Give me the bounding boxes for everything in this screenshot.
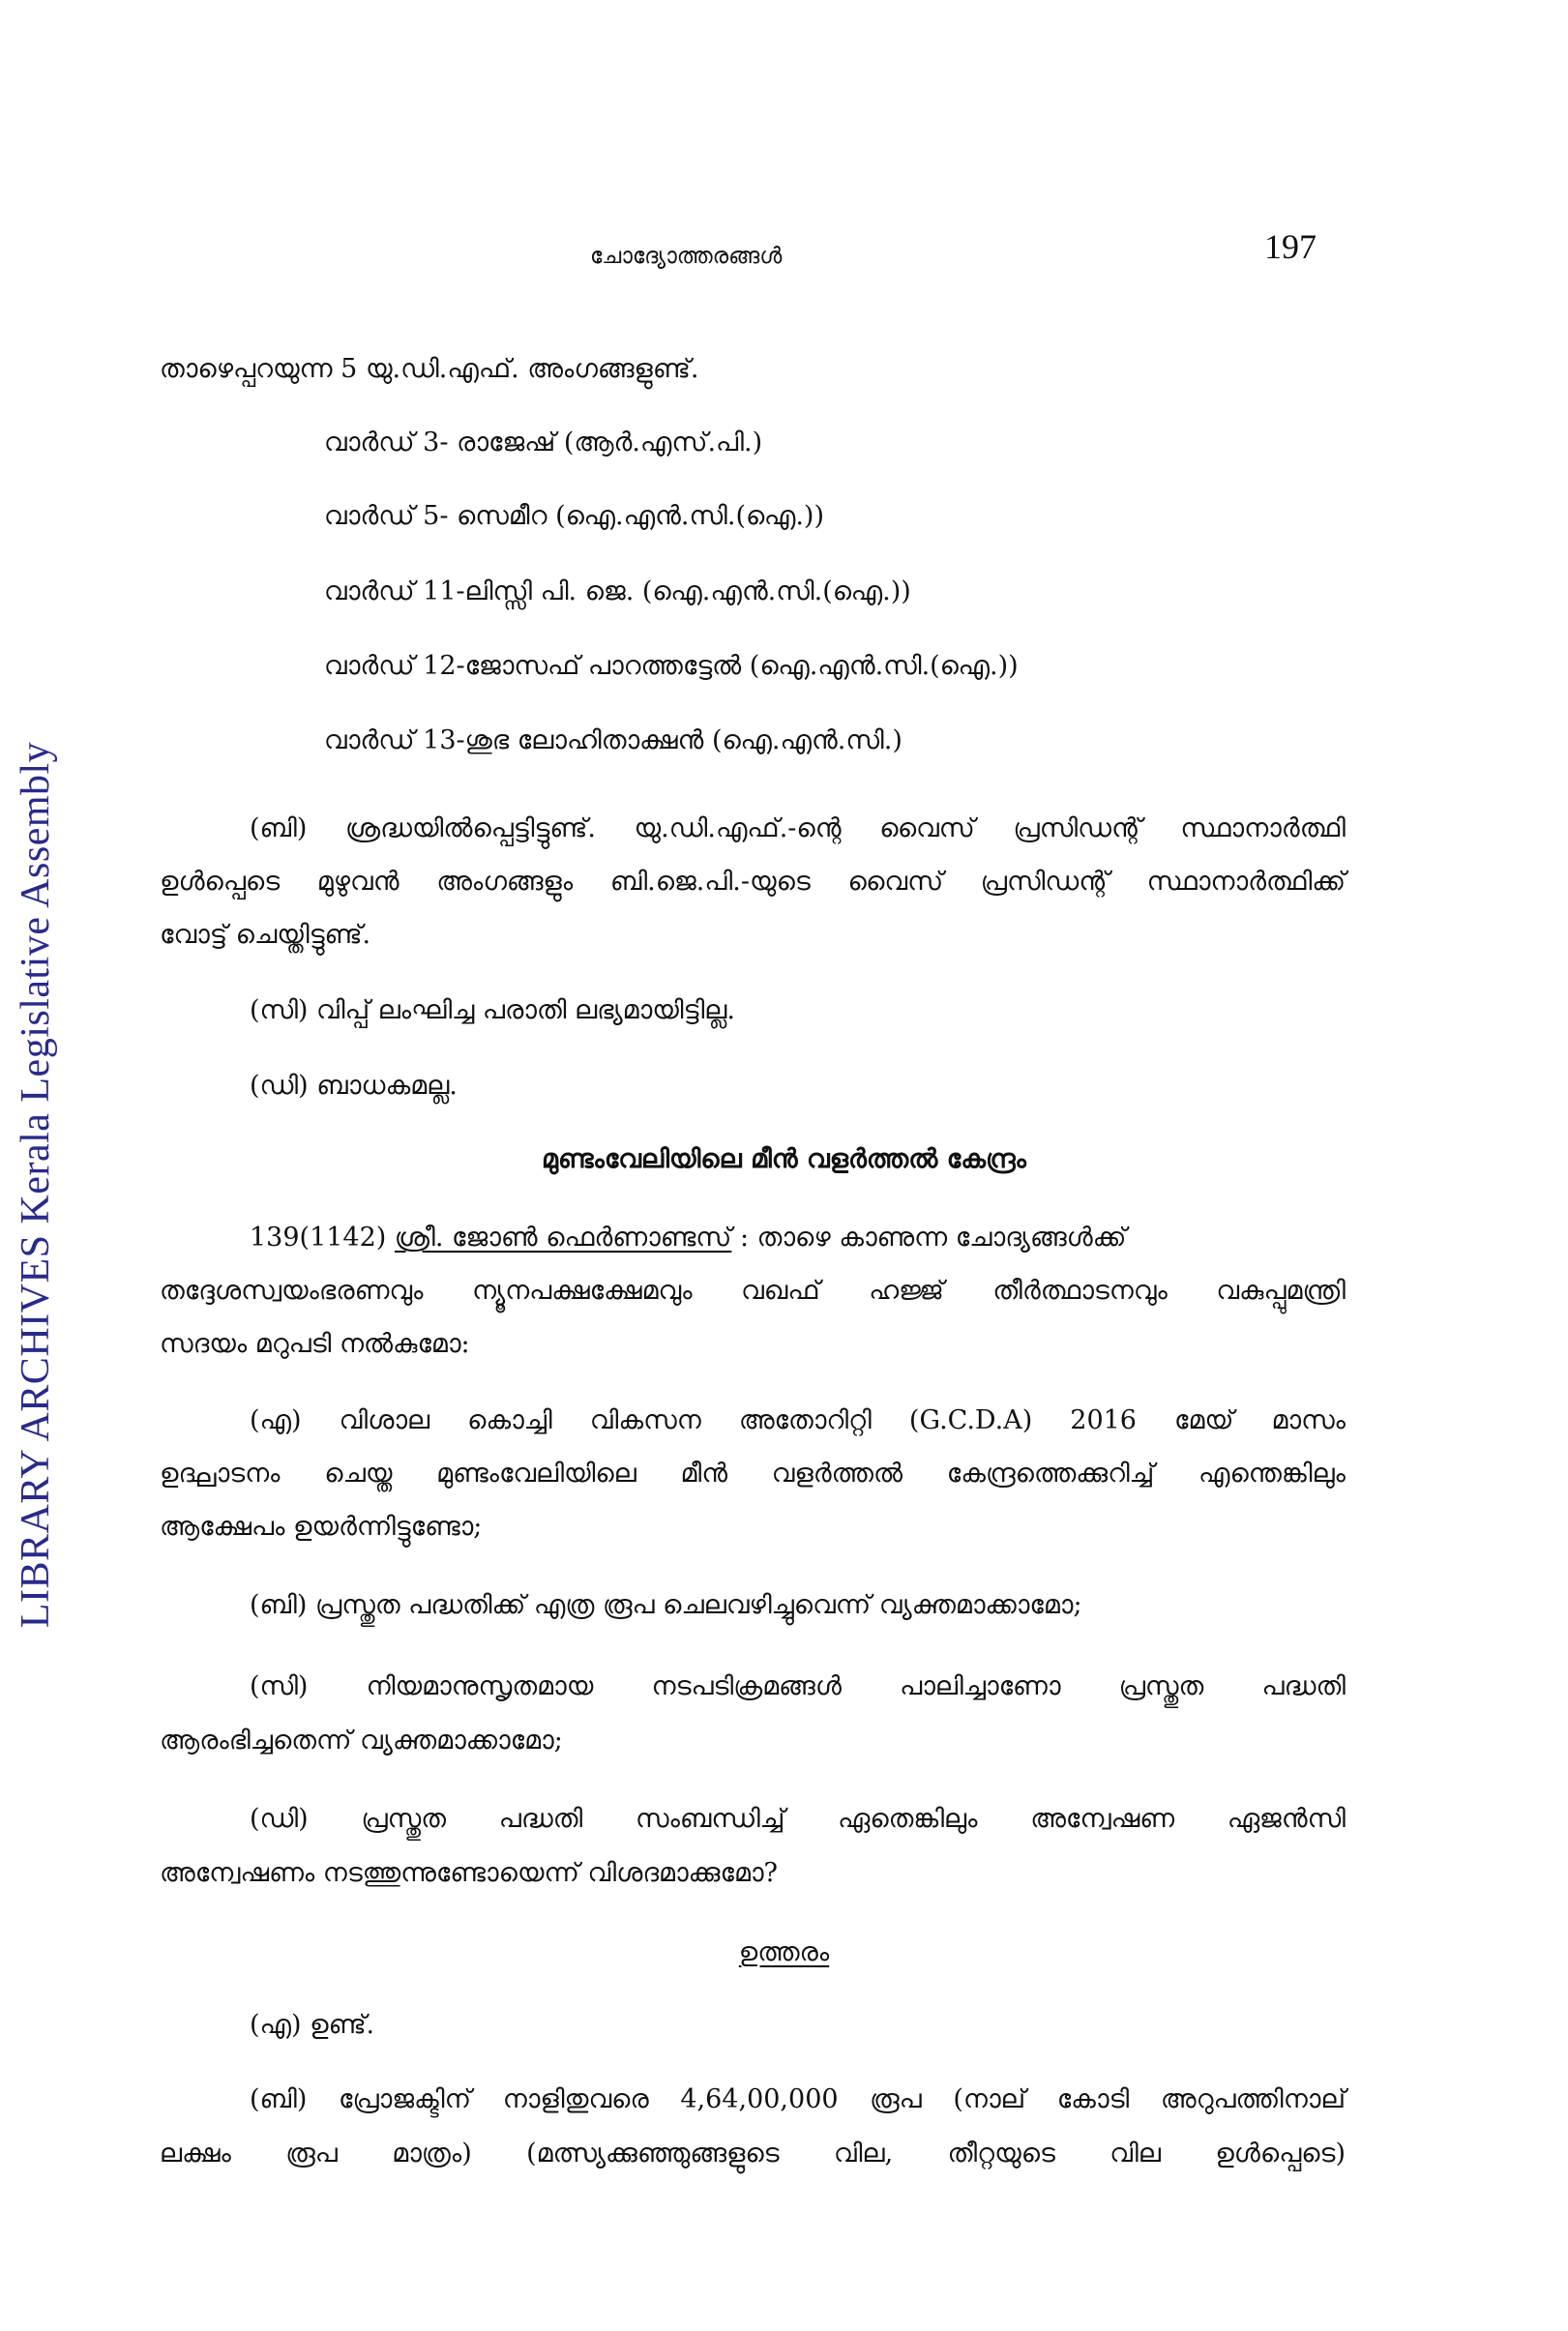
question-intro-line: തദ്ദേശസ്വയംഭരണവും ന്യൂനപക്ഷക്ഷേമവും വഖഫ് ഹജ്ജ് തീർത്ഥാടനവും വകുപ്പുമന്ത്രി (160, 1276, 1346, 1306)
question-d-line: (ഡി) പ്രസ്തുത പദ്ധതി സംബന്ധിച്ച് ഏതെങ്കിലും അന്വേഷണ ഏജൻസി (250, 1804, 1346, 1834)
question-number: 139(1142) (250, 1223, 387, 1253)
section-heading: മുണ്ടംവേലിയിലെ മീൻ വളർത്തൽ കേന്ദ്രം (542, 1144, 1026, 1174)
intro-text: താഴെപ്പറയുന്ന 5 യു.ഡി.എഫ്. അംഗങ്ങളുണ്ട്. (160, 354, 699, 384)
member-line: വാർഡ് 5- സെമീറ (ഐ.എൻ.സി.(ഐ.)) (324, 501, 824, 531)
question-c-line: ആരംഭിച്ചതെന്ന് വ്യക്തമാക്കാമോ; (160, 1726, 563, 1756)
question-b: (ബി) പ്രസ്തുത പദ്ധതിക്ക് എത്ര രൂപ ചെലവഴിച്ചുവെന്ന് വ്യക്തമാക്കാമോ; (250, 1590, 1082, 1620)
question-a-line: ആക്ഷേപം ഉയർന്നിട്ടുണ്ടോ; (160, 1512, 483, 1542)
page-number: 197 (1264, 227, 1317, 266)
answer-b-line: ഉൾപ്പെടെ മുഴുവൻ അംഗങ്ങളും ബി.ജെ.പി.-യുടെ വൈസ് പ്രസിഡന്റ് സ്ഥാനാർത്ഥിക്ക് (160, 867, 1346, 897)
question-a-line: ഉദ്ഘാടനം ചെയ്ത മുണ്ടംവേലിയിലെ മീൻ വളർത്തൽ കേന്ദ്രത്തെക്കുറിച്ച് എന്തെങ്കിലും (160, 1459, 1346, 1489)
member-line: വാർഡ് 11-ലിസ്സി പി. ജെ. (ഐ.എൻ.സി.(ഐ.)) (324, 576, 911, 606)
question-d-line: അന്വേഷണം നടത്തുന്നുണ്ടോയെന്ന് വിശദമാക്കുമോ? (160, 1858, 779, 1888)
answer-d: (ഡി) ബാധകമല്ല. (250, 1071, 458, 1101)
member-line: വാർഡ് 13-ശുഭ ലോഹിതാക്ഷൻ (ഐ.എൻ.സി.) (324, 725, 902, 755)
answer-b-line: (ബി) ശ്രദ്ധയിൽപ്പെട്ടിട്ടുണ്ട്. യു.ഡി.എഫ്.-ന്റെ വൈസ് പ്രസിഡന്റ് സ്ഥാനാർത്ഥി (250, 813, 1346, 843)
question-intro-line (250, 1225, 1126, 1251)
question-c-line: (സി) നിയമാനുസൃതമായ നടപടിക്രമങ്ങൾ പാലിച്ചാണോ പ്രസ്തുത പദ്ധതി (250, 1671, 1346, 1701)
member-name: ശ്രീ. ജോൺ ഫെർണാണ്ടസ് (394, 1223, 732, 1253)
answer-b2-line: ലക്ഷം രൂപ മാത്രം) (മത്സ്യക്കുഞ്ഞുങ്ങളുടെ വില, തീറ്റയുടെ വില ഉൾപ്പെടെ) (160, 2139, 1346, 2169)
answer-heading: ഉത്തരം (738, 1937, 830, 1967)
watermark-text: LIBRARY ARCHIVES Kerala Legislative Assembly (14, 741, 58, 1629)
answer-c: (സി) വിപ്പ് ലംഘിച്ച പരാതി ലഭ്യമായിട്ടില്ല. (250, 995, 735, 1025)
answer-b-line: വോട്ട് ചെയ്തിട്ടുണ്ട്. (160, 920, 371, 950)
answer-b2-line: (ബി) പ്രോജക്ടിന് നാളിതുവരെ 4,64,00,000 രൂപ (നാല് കോടി അറുപത്തിനാല് (250, 2084, 1346, 2114)
answer-a: (എ) ഉണ്ട്. (250, 2010, 375, 2040)
watermark (2, 648, 70, 1722)
question-intro-rest: : താഴെ കാണുന്ന ചോദ്യങ്ങൾക്ക് (731, 1223, 1127, 1253)
question-intro-line: സദയം മറുപടി നൽകുമോ: (160, 1329, 470, 1359)
member-line: വാർഡ് 3- രാജേഷ് (ആർ.എസ്.പി.) (324, 428, 763, 457)
member-line: വാർഡ് 12-ജോസഫ് പാറത്തട്ടേൽ (ഐ.എൻ.സി.(ഐ.)) (324, 651, 1019, 681)
question-a-line: (എ) വിശാല കൊച്ചി വികസന അതോറിറ്റി (G.C.D.A) 2016 മേയ് മാസം (250, 1405, 1346, 1435)
page-header-title: ചോദ്യോത്തരങ്ങൾ (590, 244, 783, 269)
